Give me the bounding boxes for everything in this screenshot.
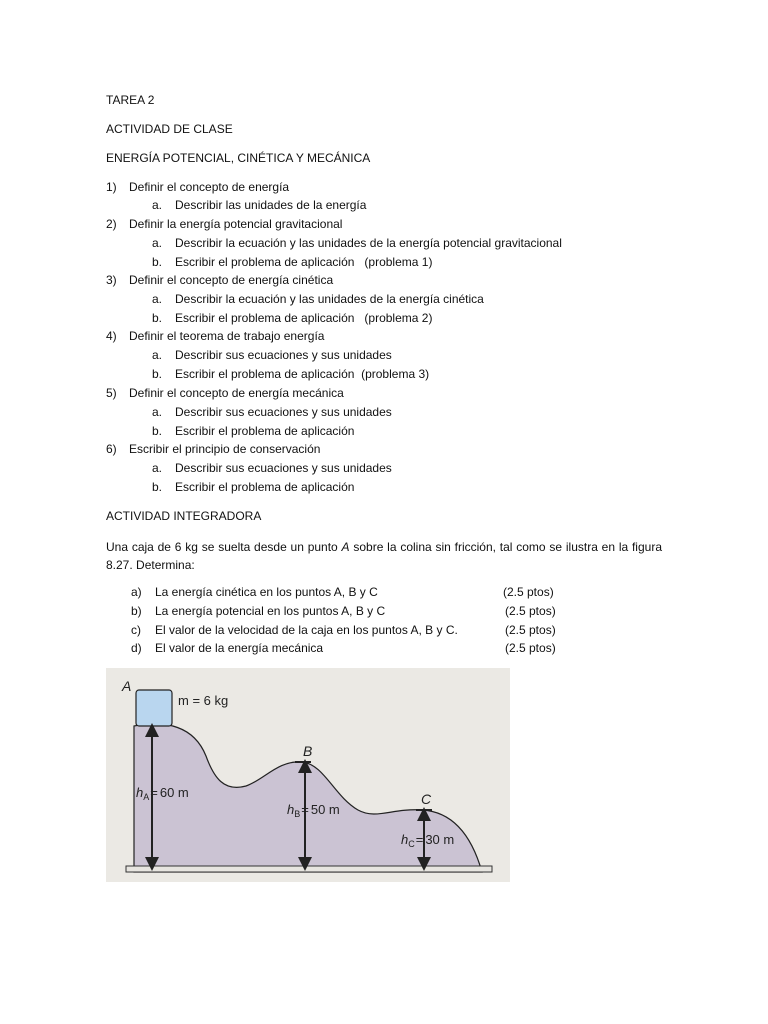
activity-heading: ACTIVIDAD DE CLASE (106, 122, 233, 136)
question-points: (2.5 ptos) (505, 623, 556, 637)
sub-letter: b. (152, 480, 163, 494)
problem-statement (106, 538, 662, 574)
sub-text: Escribir el problema de aplicación (problema 3) (175, 367, 430, 381)
sub-text: Escribir el problema de aplicación (175, 424, 355, 438)
sub-letter: a. (152, 405, 163, 419)
topic-heading: ENERGÍA POTENCIAL, CINÉTICA Y MECÁNICA (106, 151, 371, 165)
sub-letter: a. (152, 292, 163, 306)
ground-base (126, 866, 492, 872)
question-letter: b) (131, 604, 142, 618)
hill-figure (106, 668, 510, 882)
label-point-c: C (421, 791, 432, 807)
sub-text: Describir sus ecuaciones y sus unidades (175, 461, 392, 475)
question-text: La energía potencial en los puntos A, B y C (155, 604, 386, 618)
question-letter: a) (131, 585, 142, 599)
list-number: 5) (106, 386, 117, 400)
problem-point: A (341, 540, 350, 554)
list-text: Definir el concepto de energía (129, 180, 290, 194)
question-letter: d) (131, 641, 142, 655)
sub-letter: b. (152, 311, 163, 325)
sub-letter: a. (152, 348, 163, 362)
list-number: 2) (106, 217, 117, 231)
sub-text: Escribir el problema de aplicación (problema 2) (175, 311, 433, 325)
height-b-label: $h_B= 50$ m (287, 802, 340, 819)
integradora-heading: ACTIVIDAD INTEGRADORA (106, 509, 262, 523)
list-number: 1) (106, 180, 117, 194)
question-points: (2.5 ptos) (503, 585, 554, 599)
label-point-a: A (122, 678, 132, 694)
sub-text: Describir la ecuación y las unidades de la energía cinética (175, 292, 484, 306)
question-letter: c) (131, 623, 141, 637)
list-number: 3) (106, 273, 117, 287)
sub-letter: a. (152, 236, 163, 250)
sub-letter: b. (152, 424, 163, 438)
box-shape (136, 690, 172, 726)
sub-text: Describir la ecuación y las unidades de la energía potencial gravitacional (175, 236, 562, 250)
sub-letter: a. (152, 461, 163, 475)
question-text: El valor de la energía mecánica (155, 641, 324, 655)
height-c-label: $h_C= 30$ m (401, 832, 455, 849)
problem-text: sobre la colina sin fricción, tal como se ilustra en la figura 8.27. Determina: (106, 540, 662, 572)
list-text: Definir la energía potencial gravitacional (129, 217, 343, 231)
list-text: Definir el concepto de energía cinética (129, 273, 334, 287)
label-point-b: B (303, 743, 313, 759)
mass-label: m = 6 kg (178, 693, 229, 708)
height-a-label: $h_A= 60$ m (136, 785, 189, 802)
question-points: (2.5 ptos) (505, 604, 556, 618)
list-text: Escribir el principio de conservación (129, 442, 321, 456)
list-text: Definir el teorema de trabajo energía (129, 329, 325, 343)
question-text: El valor de la velocidad de la caja en los puntos A, B y C. (155, 623, 458, 637)
sub-letter: a. (152, 198, 163, 212)
list-number: 6) (106, 442, 117, 456)
sub-text: Escribir el problema de aplicación (175, 480, 355, 494)
problem-text: Una caja de 6 kg se suelta desde un punto (106, 540, 342, 554)
sub-letter: b. (152, 367, 163, 381)
sub-text: Escribir el problema de aplicación (problema 1) (175, 255, 433, 269)
sub-text: Describir las unidades de la energía (175, 198, 367, 212)
sub-text: Describir sus ecuaciones y sus unidades (175, 405, 392, 419)
task-title: TAREA 2 (106, 93, 155, 107)
question-points: (2.5 ptos) (505, 641, 556, 655)
list-text: Definir el concepto de energía mecánica (129, 386, 344, 400)
sub-letter: b. (152, 255, 163, 269)
sub-text: Describir sus ecuaciones y sus unidades (175, 348, 392, 362)
list-number: 4) (106, 329, 117, 343)
question-text: La energía cinética en los puntos A, B y C (155, 585, 378, 599)
